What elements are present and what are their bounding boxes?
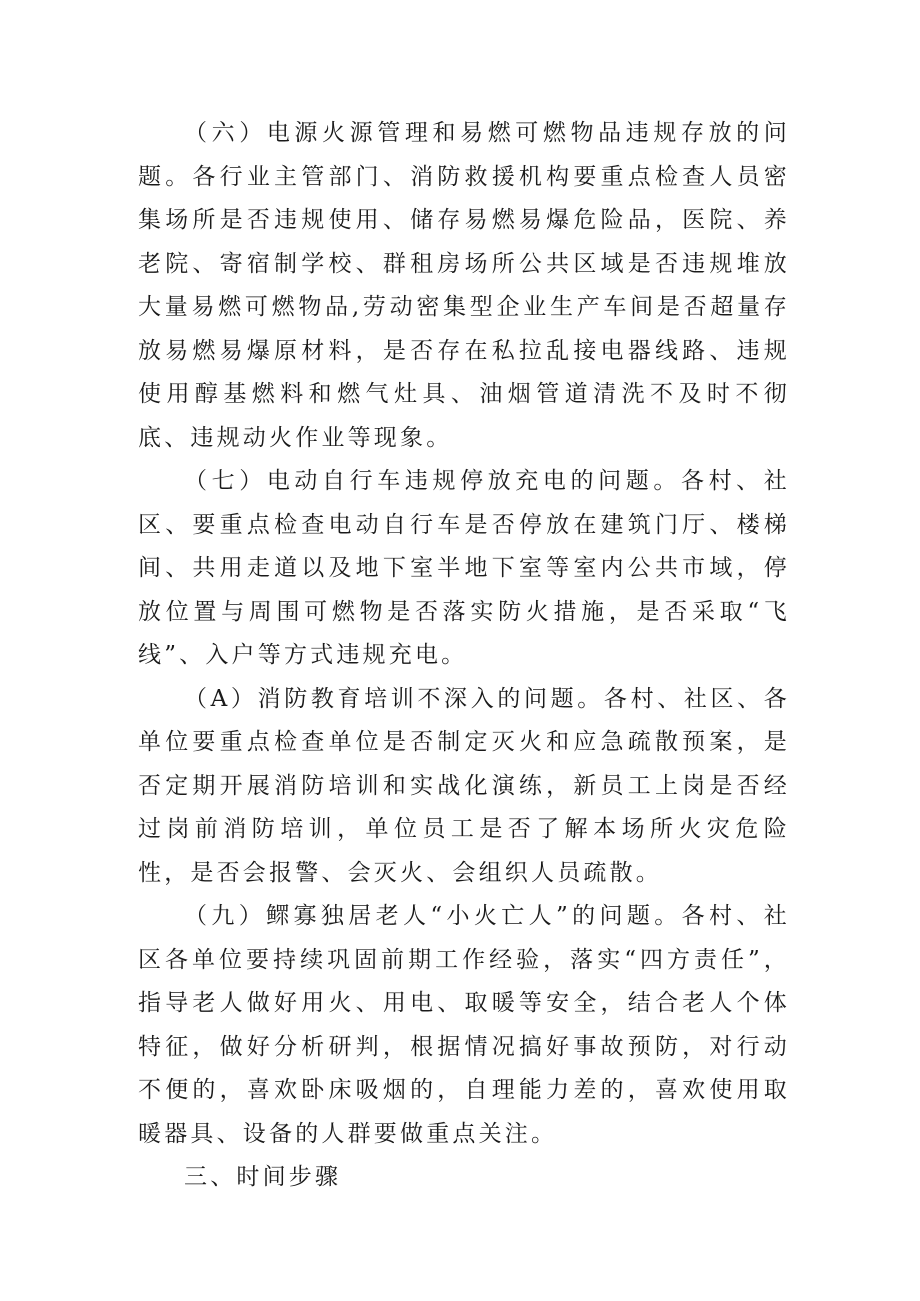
paragraph-nine: （九）鳏寡独居老人“小火亡人”的问题。各村、社区各单位要持续巩固前期工作经验，落实“四方责任”，指导老人做好用火、用电、取暖等安全，结合老人个体特征，做好分析研判，根据情况搞好事故预防，对行动不便的，喜欢卧床吸烟的，自理能力差的，喜欢使用取暖器具、设备的人群要做重点关注。 <box>138 903 790 1147</box>
document-body <box>138 112 790 1200</box>
paragraph-eight: （A）消防教育培训不深入的问题。各村、社区、各单位要重点检查单位是否制定灭火和应急疏散预案，是否定期开展消防培训和实战化演练，新员工上岗是否经过岗前消防培训，单位员工是否了解本场所火灾危险性，是否会报警、会灭火、会组织人员疏散。 <box>138 685 790 886</box>
paragraph-six: （六）电源火源管理和易燃可燃物品违规存放的问题。各行业主管部门、消防救援机构要重点检查人员密集场所是否违规使用、储存易燃易爆危险品，医院、养老院、寄宿制学校、群租房场所公共区域是否违规堆放大量易燃可燃物品,劳动密集型企业生产车间是否超量存放易燃易爆原材料，是否存在私拉乱接电器线路、违规使用醇基燃料和燃气灶具、油烟管道清洗不及时不彻底、违规动火作业等现象。 <box>138 120 790 451</box>
paragraph-seven: （七）电动自行车违规停放充电的问题。各村、社区、要重点检查电动自行车是否停放在建筑门厅、楼梯间、共用走道以及地下室半地下室等室内公共市域，停放位置与周围可燃物是否落实防火措施，是否采取“飞线”、入户等方式违规充电。 <box>138 468 790 668</box>
section-heading: 三、时间步骤 <box>184 1164 342 1190</box>
